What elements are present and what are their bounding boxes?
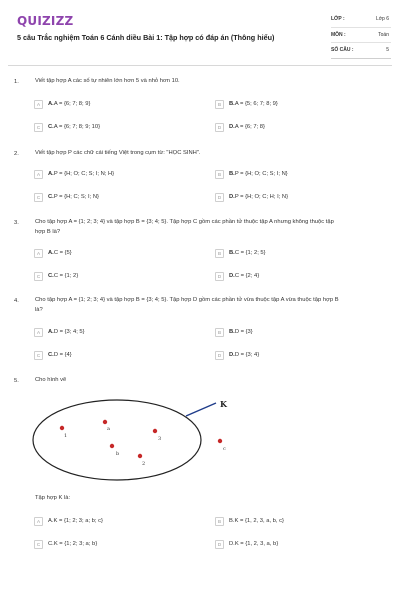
option-letter-box: D bbox=[215, 123, 224, 132]
question-number: 1. bbox=[14, 79, 19, 85]
option-text: P = {H; C; S; I; N} bbox=[53, 194, 99, 200]
question-number: 5. bbox=[14, 378, 19, 384]
option-letter-box: C bbox=[34, 272, 43, 281]
option-key: C. bbox=[48, 273, 54, 279]
document-title: 5 câu Trắc nghiệm Toán 6 Cánh diều Bài 1: Tập hợp có đáp án (Thông hiểu) bbox=[17, 33, 275, 42]
option-d[interactable] bbox=[215, 539, 278, 549]
option-key: A. bbox=[48, 250, 54, 256]
question-text: Viết tập hợp A các số tự nhiên lớn hơn 5 và nhỏ hơn 10. bbox=[35, 78, 180, 84]
question-text-line: là? bbox=[35, 306, 43, 313]
point-c-dot bbox=[218, 439, 222, 443]
option-text: A = {6; 7; 8} bbox=[234, 124, 265, 130]
option-key: A. bbox=[48, 518, 54, 524]
option-key: B. bbox=[229, 329, 235, 335]
meta-value: Toán bbox=[378, 31, 389, 38]
option-key: A. bbox=[48, 101, 54, 107]
meta-key: LỚP : bbox=[331, 16, 345, 23]
point-c-label: c bbox=[223, 446, 226, 452]
question-number: 2. bbox=[14, 151, 19, 157]
option-text: A = {6; 7; 8; 9} bbox=[53, 101, 91, 107]
option-key: C. bbox=[48, 541, 54, 547]
option-c[interactable] bbox=[34, 539, 97, 549]
option-key: D. bbox=[229, 124, 235, 130]
option-text: P = {H; O; C; S; I; N; H} bbox=[53, 171, 115, 177]
option-a[interactable] bbox=[34, 516, 103, 526]
question-number: 3. bbox=[14, 220, 19, 226]
point-3-label: 3 bbox=[158, 436, 162, 442]
option-letter-box: C bbox=[34, 193, 43, 202]
meta-value: Lớp 6 bbox=[375, 16, 389, 23]
option-key: A. bbox=[48, 171, 54, 177]
point-3-dot bbox=[153, 429, 157, 433]
point-1-dot bbox=[60, 426, 64, 430]
point-a-label: a bbox=[107, 426, 110, 432]
option-letter-box: A bbox=[34, 328, 43, 337]
option-key: A. bbox=[48, 329, 54, 335]
option-letter-box: C bbox=[34, 540, 43, 549]
option-text: C = {2; 4} bbox=[234, 273, 260, 279]
option-text: A = {6; 7; 8; 9; 10} bbox=[53, 124, 101, 130]
option-letter-box: D bbox=[215, 351, 224, 360]
point-2-label: 2 bbox=[142, 461, 146, 467]
set-ellipse bbox=[33, 400, 201, 480]
option-text: D = {3; 4; 5} bbox=[53, 329, 85, 335]
question-text: Cho hình vẽ bbox=[35, 377, 67, 383]
point-1-label: 1 bbox=[64, 433, 68, 439]
question-text: Viết tập hợp P các chữ cái tiếng Việt trong cụm từ: "HỌC SINH". bbox=[35, 150, 201, 156]
option-letter-box: A bbox=[34, 249, 43, 258]
option-text: P = {H; O; C; S; I; N} bbox=[234, 171, 288, 177]
option-text: A = {5; 6; 7; 8; 9} bbox=[234, 101, 278, 107]
option-key: D. bbox=[229, 194, 235, 200]
option-letter-box: D bbox=[215, 272, 224, 281]
option-text: K = {1; 2; 3; a; b; c} bbox=[53, 518, 103, 524]
option-letter-box: B bbox=[215, 249, 224, 258]
question-text-line: Cho tập hợp A = {1; 2; 3; 4} và tập hợp B = {3; 4; 5}. Tập hợp C gồm các phần tử thuộc tập A nhưng không thuộc tập bbox=[35, 219, 334, 225]
point-b-label: b bbox=[116, 451, 120, 457]
option-letter-box: B bbox=[215, 517, 224, 526]
option-letter-box: A bbox=[34, 170, 43, 179]
question-number: 4. bbox=[14, 298, 19, 304]
point-b-dot bbox=[110, 444, 114, 448]
option-letter-box: B bbox=[215, 100, 224, 109]
option-key: B. bbox=[229, 171, 235, 177]
option-key: C. bbox=[48, 194, 54, 200]
option-text: C = {1; 2} bbox=[53, 273, 79, 279]
option-text: C = {1; 2; 5} bbox=[234, 250, 266, 256]
option-key: B. bbox=[229, 250, 235, 256]
option-text: K = {1; 2; 3; a; b} bbox=[53, 541, 98, 547]
option-text: K = {1, 2, 3, a, b, c} bbox=[234, 518, 284, 524]
quizizz-logo: QUIZIZZ bbox=[17, 14, 74, 28]
option-letter-box: D bbox=[215, 193, 224, 202]
point-a-dot bbox=[103, 420, 107, 424]
option-letter-box: B bbox=[215, 328, 224, 337]
meta-key: MÔN : bbox=[331, 31, 346, 38]
option-letter-box: A bbox=[34, 517, 43, 526]
meta-value: 5 bbox=[386, 47, 389, 54]
option-text: D = {3; 4} bbox=[234, 352, 260, 358]
option-letter-box: D bbox=[215, 540, 224, 549]
point-2-dot bbox=[138, 454, 142, 458]
option-key: D. bbox=[229, 352, 235, 358]
option-key: C. bbox=[48, 352, 54, 358]
option-text: P = {H; O; C; H; I; N} bbox=[234, 194, 289, 200]
meta-key: SỐ CÂU : bbox=[331, 47, 354, 54]
set-label-k: K bbox=[220, 399, 227, 409]
option-b[interactable] bbox=[215, 516, 284, 526]
option-letter-box: B bbox=[215, 170, 224, 179]
option-key: B. bbox=[229, 101, 235, 107]
option-key: C. bbox=[48, 124, 54, 130]
set-pointer-line bbox=[186, 403, 216, 416]
option-key: D. bbox=[229, 541, 235, 547]
option-text: K = {1, 2, 3, a, b} bbox=[234, 541, 279, 547]
option-text: D = {3} bbox=[234, 329, 253, 335]
option-letter-box: C bbox=[34, 351, 43, 360]
question-text-line: hợp B là? bbox=[35, 228, 61, 235]
option-letter-box: A bbox=[34, 100, 43, 109]
option-text: C = {5} bbox=[53, 250, 72, 256]
option-key: B. bbox=[229, 518, 235, 524]
option-text: D = {4} bbox=[53, 352, 72, 358]
option-key: D. bbox=[229, 273, 235, 279]
option-letter-box: C bbox=[34, 123, 43, 132]
question-text-line: Cho tập hợp A = {1; 2; 3; 4} và tập hợp B = {3; 4; 5}. Tập hợp D gồm các phần tử vừa thuộc tập A vừa thuộc tập hợp B bbox=[35, 297, 339, 303]
question-prompt: Tập hợp K là: bbox=[35, 495, 71, 501]
